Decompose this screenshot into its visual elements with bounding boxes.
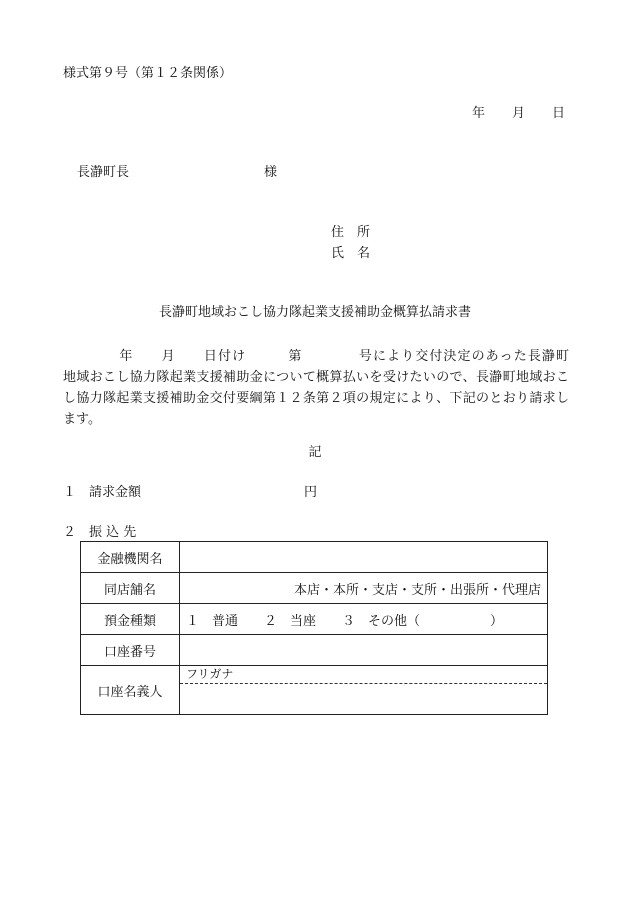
account-number-label: 口座番号 (81, 635, 180, 666)
deposit-option-other[interactable]: ３ その他（ (342, 613, 421, 629)
body-paragraph (63, 346, 569, 430)
body-line: 地域おこし協力隊起業支援補助金について概算払いを受けたいので、長瀞町地域おこ (63, 370, 569, 385)
furigana-label: フリガナ (180, 666, 547, 684)
date-day-label: 日 (552, 106, 566, 121)
deposit-option-savings[interactable]: １ 普通 (186, 613, 239, 629)
bank-name-label: 金融機関名 (81, 542, 180, 573)
deposit-type-options[interactable] (180, 604, 548, 635)
transfer-label: ２ 振 込 先 (63, 525, 137, 540)
name-label: 氏 名 (331, 246, 371, 261)
recipient-line (77, 166, 277, 179)
note-heading: 記 (308, 445, 322, 460)
address-label: 住 所 (331, 225, 371, 240)
body-line: ます。 (63, 412, 101, 427)
form-number: 様式第９号（第１２条関係） (63, 66, 233, 81)
amount-unit: 円 (304, 485, 318, 500)
date-year-label: 年 (472, 106, 486, 121)
table-row (81, 542, 548, 573)
amount-label: １ 請求金額 (63, 485, 142, 500)
deposit-option-close-paren: ） (490, 613, 504, 629)
deposit-type-label: 預金種類 (81, 604, 180, 635)
branch-label: 同店舗名 (81, 573, 180, 604)
date-line (472, 107, 565, 120)
account-number-field[interactable] (180, 635, 548, 666)
account-holder-name-field[interactable] (180, 684, 547, 714)
body-line: 年 月 日付け 第 号により交付決定のあった長瀞町 (63, 349, 569, 364)
bank-transfer-table (80, 541, 548, 715)
branch-options[interactable]: 本店・本所・支店・支所・出張所・代理店 (180, 573, 548, 604)
recipient-honorific: 様 (264, 165, 278, 180)
recipient-title: 長瀞町長 (77, 165, 130, 180)
body-line: し協力隊起業支援補助金交付要綱第１２条第２項の規定により、下記のとおり請求し (63, 391, 569, 406)
table-row (81, 635, 548, 666)
table-row (81, 604, 548, 635)
document-title: 長瀞町地域おこし協力隊起業支援補助金概算払請求書 (158, 305, 471, 320)
account-holder-label: 口座名義人 (81, 666, 180, 715)
account-holder-field[interactable] (180, 666, 548, 715)
date-month-label: 月 (512, 106, 526, 121)
bank-name-field[interactable] (180, 542, 548, 573)
table-row (81, 666, 548, 715)
table-row (81, 573, 548, 604)
deposit-option-checking[interactable]: ２ 当座 (264, 613, 317, 629)
